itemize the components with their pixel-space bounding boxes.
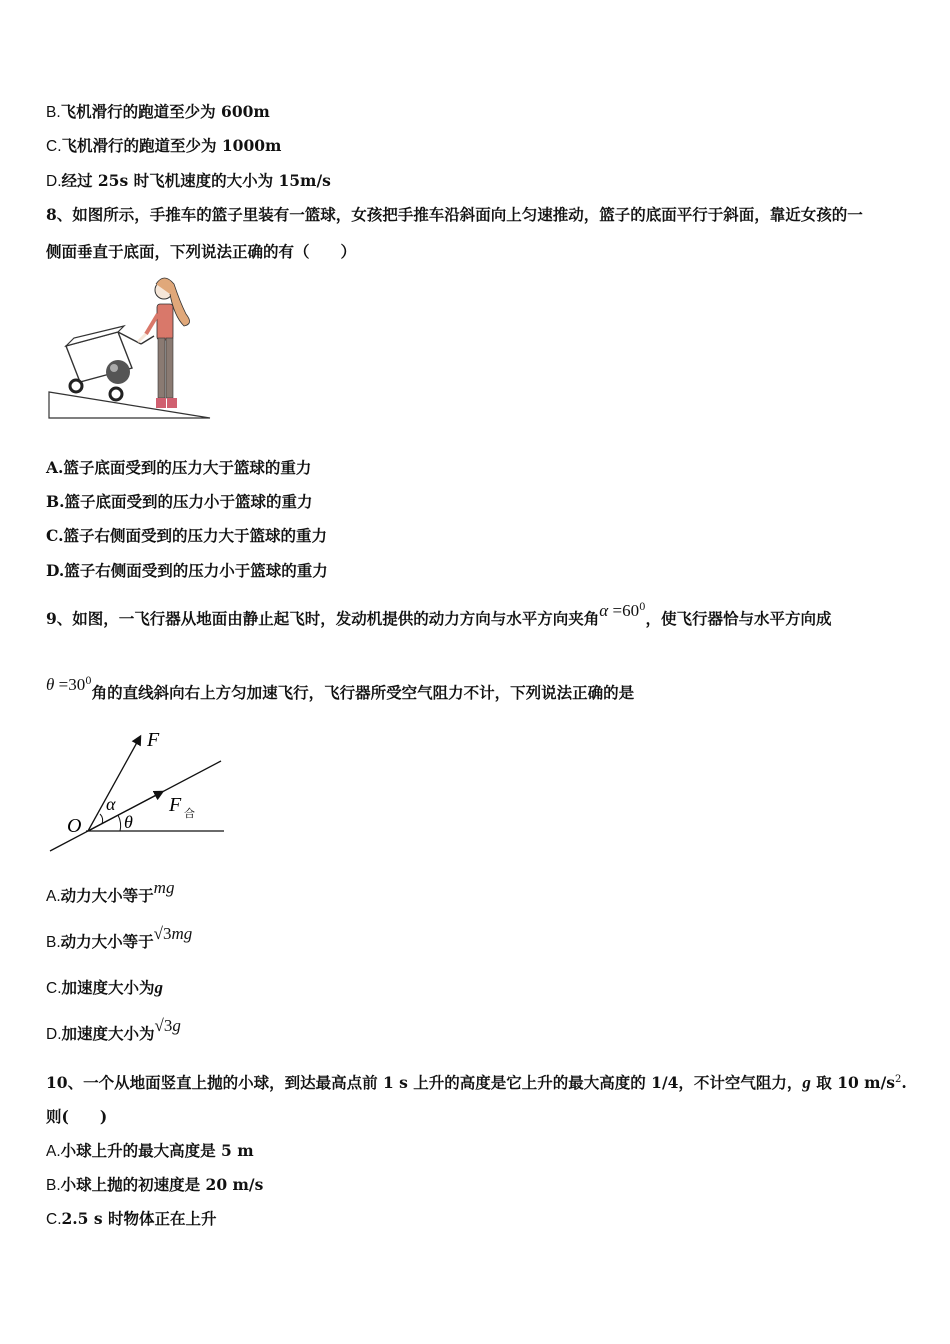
option-prefix: A. xyxy=(46,888,61,905)
option-text: 飞机滑行的跑道至少为 1000m xyxy=(61,136,282,155)
option-text: 2.5 s 时物体正在上升 xyxy=(61,1209,217,1228)
option-math: mg xyxy=(171,924,193,943)
F-he-subscript: 合 xyxy=(184,808,195,820)
q9-stem-text-1b: ，使飞行器恰与水平方向成 xyxy=(645,609,832,629)
q10-stem-text-1c: . xyxy=(901,1073,907,1093)
theta-arc xyxy=(118,815,121,831)
girl-body xyxy=(157,304,173,340)
option-text: 飞机滑行的跑道至少为 600m xyxy=(60,102,270,121)
F-he-label: F xyxy=(169,794,182,816)
option-prefix: D. xyxy=(46,1026,62,1043)
q10-stem-text-1a: 10、一个从地面竖直上抛的小球，到达最高点前 1 s 上升的高度是它上升的最大高度的 1/4，不计空气阻力， xyxy=(46,1073,803,1093)
option-radical: √3 xyxy=(153,924,172,943)
q10-stem-text-1b: 取 10 m/s xyxy=(810,1073,895,1093)
q10-option-b xyxy=(46,1175,263,1196)
F-label: F xyxy=(147,729,160,751)
q9-option-a xyxy=(46,878,175,907)
option-radical: √3 xyxy=(154,1016,173,1035)
option-prefix: C. xyxy=(46,980,62,997)
q7-option-b xyxy=(46,102,270,123)
q10-stem-line-1 xyxy=(46,1070,907,1093)
wheel xyxy=(110,388,122,400)
q8-option-c: C.篮子右侧面受到的压力大于篮球的重力 xyxy=(46,526,327,545)
option-text: 小球上升的最大高度是 5 m xyxy=(60,1141,254,1160)
option-text: 动力大小等于 xyxy=(60,932,154,951)
degree-mark: 0 xyxy=(85,676,92,687)
q10-option-c xyxy=(46,1209,217,1230)
q8-option-d: D.篮子右侧面受到的压力小于篮球的重力 xyxy=(46,561,328,580)
option-math: g xyxy=(172,1016,181,1035)
q9-stem-line-1 xyxy=(46,601,832,629)
q9-stem-text-2b: 角的直线斜向右上方匀加速飞行，飞行器所受空气阻力不计，下列说法正确的是 xyxy=(91,683,635,703)
q9-stem-text-1a: 9、如图，一飞行器从地面由静止起飞时，发动机提供的动力方向与水平方向夹角 xyxy=(46,609,600,629)
option-math: g xyxy=(154,978,164,997)
alpha-arc xyxy=(100,814,103,824)
O-label: O xyxy=(67,815,82,837)
q8-figure-cart-on-slope xyxy=(46,272,216,424)
wheel xyxy=(70,380,82,392)
alpha-label: α xyxy=(106,794,116,814)
option-prefix: D. xyxy=(46,173,62,190)
option-text: 动力大小等于 xyxy=(60,886,154,905)
option-prefix: C. xyxy=(46,138,62,155)
g-symbol: g xyxy=(802,1073,811,1093)
incline xyxy=(49,392,210,418)
theta-value: =30 xyxy=(54,675,86,695)
q8-stem-line-1: 8、如图所示，手推车的篮子里装有一篮球，女孩把手推车沿斜面向上匀速推动，篮子的底面平行于斜面，靠近女孩的一 xyxy=(46,205,863,224)
q9-option-c xyxy=(46,978,163,999)
degree-mark: 0 xyxy=(639,602,646,613)
q8-option-b: B.篮子底面受到的压力小于篮球的重力 xyxy=(46,492,313,511)
alpha-value: =60 xyxy=(608,601,640,621)
option-prefix: B. xyxy=(46,104,61,121)
q9-force-diagram xyxy=(46,722,236,856)
q7-option-c xyxy=(46,136,281,157)
option-text: 经过 25s 时飞机速度的大小为 15m/s xyxy=(61,171,331,190)
basketball xyxy=(106,360,130,384)
q9-option-d xyxy=(46,1016,181,1045)
option-prefix: B. xyxy=(46,1177,61,1194)
theta-label: θ xyxy=(124,812,133,832)
option-prefix: C. xyxy=(46,1211,62,1228)
squared-mark: 2 xyxy=(894,1074,902,1085)
q7-option-d xyxy=(46,171,331,192)
q10-option-a xyxy=(46,1141,254,1162)
option-text: 加速度大小为 xyxy=(61,978,155,997)
option-math: mg xyxy=(153,878,175,897)
q10-stem-line-2: 则( ) xyxy=(46,1107,108,1126)
alpha-symbol: α xyxy=(599,601,609,621)
q9-stem-line-2 xyxy=(46,675,635,703)
option-text: 小球上抛的初速度是 20 m/s xyxy=(60,1175,264,1194)
option-text: 加速度大小为 xyxy=(61,1024,155,1043)
option-prefix: A. xyxy=(46,1143,61,1160)
q8-stem-line-2: 侧面垂直于底面，下列说法正确的有（ ） xyxy=(46,242,357,261)
theta-symbol: θ xyxy=(46,675,55,695)
q8-option-a: A.篮子底面受到的压力大于篮球的重力 xyxy=(46,458,312,477)
q9-option-b xyxy=(46,924,193,953)
option-prefix: B. xyxy=(46,934,61,951)
